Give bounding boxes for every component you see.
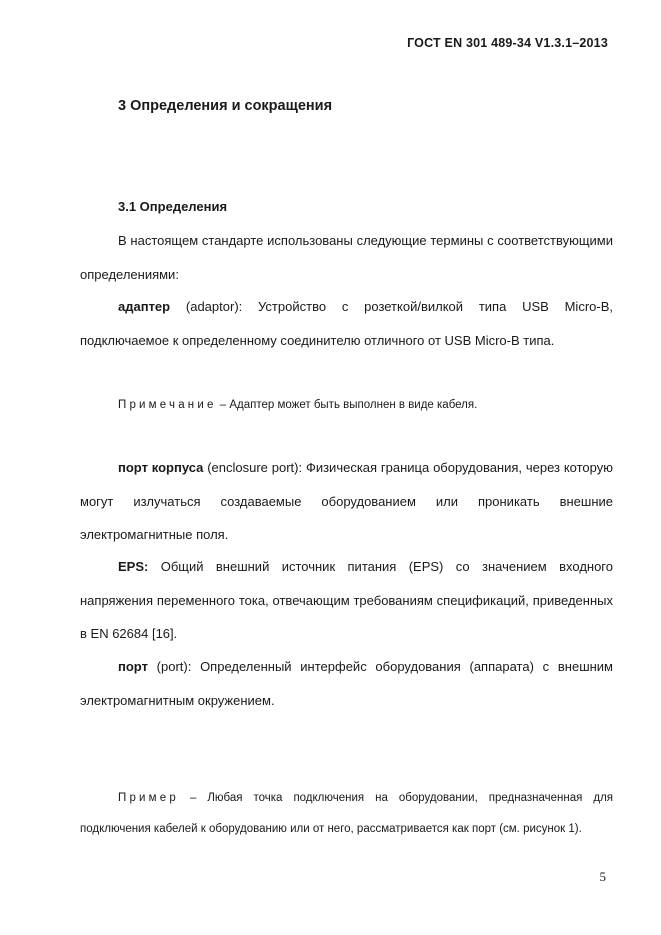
definition-adapter	[80, 290, 613, 357]
definition-term: порт	[118, 659, 148, 674]
example-text: – Любая точка подключения на оборудовании, предназначенная для подключения кабелей к оборудованию или от него, рассматривается как порт (см. рисунок 1).	[80, 792, 613, 835]
standard-code-header: ГОСТ EN 301 489-34 V1.3.1–2013	[407, 36, 608, 50]
definition-text: (port): Определенный интерфейс оборудования (аппарата) с внешним электромагнитным окружением.	[80, 659, 613, 708]
note-text: – Адаптер может быть выполнен в виде кабеля.	[216, 399, 478, 411]
definition-enclosure-port	[80, 451, 613, 552]
definition-term: EPS:	[118, 559, 149, 574]
note-label: Примечание	[118, 399, 217, 411]
section-title: 3 Определения и сокращения	[118, 98, 333, 114]
definition-term: адаптер	[118, 299, 171, 314]
definition-eps	[80, 550, 613, 651]
definition-term: порт корпуса	[118, 460, 204, 475]
definition-text: (adaptor): Устройство с розеткой/вилкой типа USB Micro-B, подключаемое к определенному соединителю отличного от USB Micro-B типа.	[80, 299, 613, 348]
note-paragraph	[80, 390, 613, 421]
definition-text: (enclosure port): Физическая граница оборудования, через которую могут излучаться создаваемые оборудованием или проникать внешние электромагнитные поля.	[80, 460, 613, 542]
example-label: Пример	[118, 792, 179, 804]
page-number: 5	[599, 869, 606, 884]
subsection-title: 3.1 Определения	[118, 199, 228, 214]
definition-text: Общий внешний источник питания (EPS) со значением входного напряжения переменного тока, отвечающим требованиям спецификаций, приведенных в EN 62684 [16].	[80, 559, 613, 641]
definition-port	[80, 650, 613, 717]
intro-text: В настоящем стандарте использованы следующие термины с соответствующими определениями:	[80, 233, 613, 282]
intro-paragraph	[80, 224, 613, 291]
example-paragraph	[80, 783, 613, 845]
